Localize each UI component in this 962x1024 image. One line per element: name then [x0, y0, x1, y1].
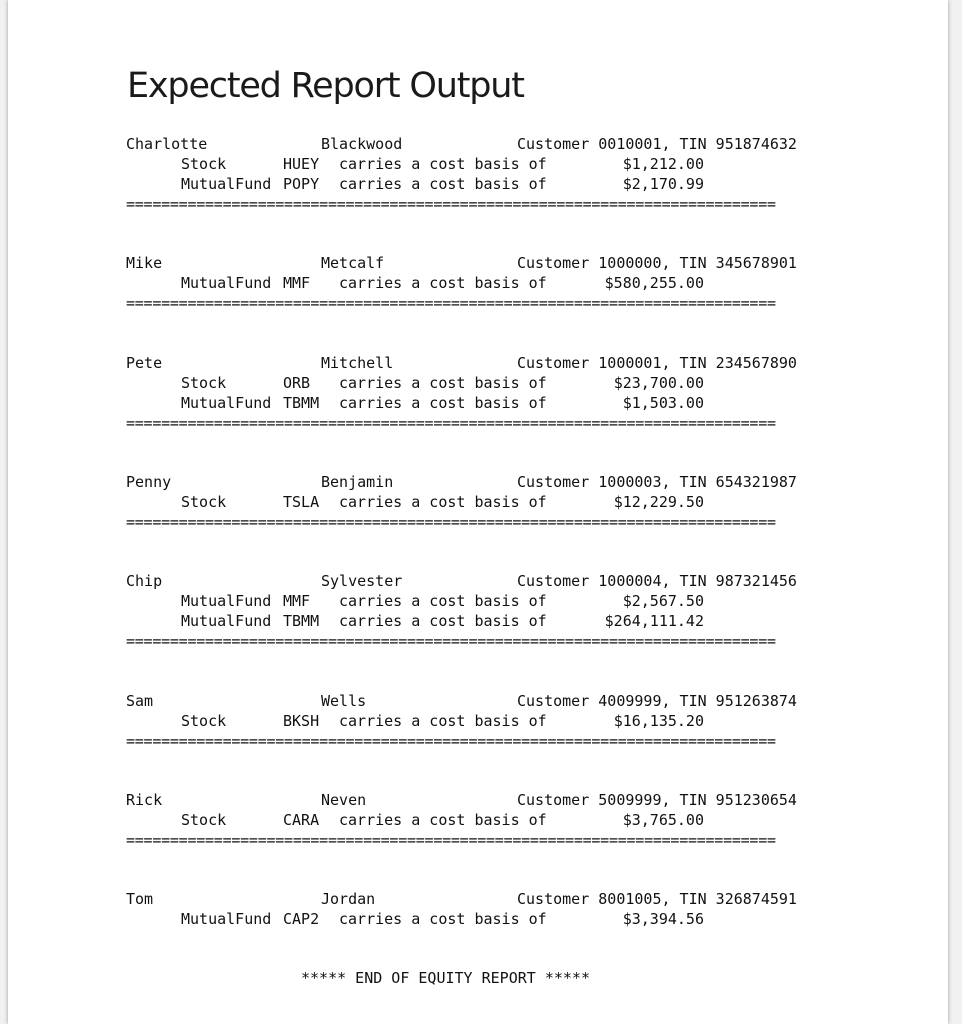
customer-id-tin: Customer 1000000, TIN 345678901 — [517, 254, 797, 272]
customer-last-name: Neven — [321, 791, 367, 809]
report-page — [8, 0, 948, 1024]
customer-last-name: Blackwood — [321, 135, 403, 153]
cost-basis-amount: $1,503.00 — [622, 394, 704, 412]
customer-first-name: Tom — [126, 890, 154, 908]
customer-header — [126, 790, 826, 810]
customer-id-tin: Customer 1000001, TIN 234567890 — [517, 354, 797, 372]
customer-first-name: Sam — [126, 692, 154, 710]
cost-basis-amount: $2,170.99 — [622, 175, 704, 193]
separator-line: ========================================================================== — [126, 834, 776, 846]
customer-header — [126, 889, 826, 909]
holding-type: MutualFund — [181, 175, 272, 193]
customer-first-name: Penny — [126, 473, 172, 491]
holding-row — [126, 591, 826, 611]
customer-id-tin: Customer 8001005, TIN 326874591 — [517, 890, 797, 908]
separator-line: ========================================================================== — [126, 635, 776, 647]
holding-type: Stock — [181, 493, 227, 511]
holding-row — [126, 909, 826, 929]
cost-basis-amount: $12,229.50 — [613, 493, 704, 511]
cost-basis-phrase: carries a cost basis of — [339, 612, 547, 630]
cost-basis-amount: $3,765.00 — [622, 811, 704, 829]
customer-header — [126, 571, 826, 591]
customer-first-name: Mike — [126, 254, 163, 272]
cost-basis-amount: $23,700.00 — [613, 374, 704, 392]
customer-header — [126, 134, 826, 154]
holding-symbol: CAP2 — [283, 910, 320, 928]
customer-header — [126, 353, 826, 373]
cost-basis-phrase: carries a cost basis of — [339, 712, 547, 730]
cost-basis-phrase: carries a cost basis of — [339, 374, 547, 392]
customer-header — [126, 691, 826, 711]
holding-row — [126, 174, 826, 194]
holding-row — [126, 393, 826, 413]
customer-header — [126, 253, 826, 273]
cost-basis-phrase: carries a cost basis of — [339, 811, 547, 829]
holding-type: MutualFund — [181, 274, 272, 292]
holding-row — [126, 611, 826, 631]
separator-line: ========================================================================== — [126, 198, 776, 210]
holding-type: Stock — [181, 811, 227, 829]
customer-id-tin: Customer 5009999, TIN 951230654 — [517, 791, 797, 809]
cost-basis-phrase: carries a cost basis of — [339, 175, 547, 193]
customer-last-name: Benjamin — [321, 473, 394, 491]
report-title: Expected Report Output — [127, 66, 524, 106]
cost-basis-amount: $3,394.56 — [622, 910, 704, 928]
holding-row — [126, 154, 826, 174]
holding-row — [126, 810, 826, 830]
customer-id-tin: Customer 1000004, TIN 987321456 — [517, 572, 797, 590]
holding-type: MutualFund — [181, 394, 272, 412]
customer-last-name: Wells — [321, 692, 367, 710]
holding-symbol: ORB — [283, 374, 311, 392]
holding-symbol: MMF — [283, 592, 311, 610]
customer-last-name: Jordan — [321, 890, 376, 908]
customer-last-name: Metcalf — [321, 254, 385, 272]
customer-id-tin: Customer 1000003, TIN 654321987 — [517, 473, 797, 491]
holding-type: MutualFund — [181, 910, 272, 928]
customer-first-name: Pete — [126, 354, 163, 372]
holding-symbol: TBMM — [283, 394, 320, 412]
holding-symbol: POPY — [283, 175, 320, 193]
cost-basis-amount: $580,255.00 — [604, 274, 704, 292]
holding-type: Stock — [181, 155, 227, 173]
cost-basis-amount: $1,212.00 — [622, 155, 704, 173]
report-footer: ***** END OF EQUITY REPORT ***** — [301, 969, 590, 987]
cost-basis-phrase: carries a cost basis of — [339, 493, 547, 511]
holding-symbol: BKSH — [283, 712, 320, 730]
holding-row — [126, 711, 826, 731]
cost-basis-phrase: carries a cost basis of — [339, 910, 547, 928]
customer-header — [126, 472, 826, 492]
holding-row — [126, 373, 826, 393]
holding-row — [126, 492, 826, 512]
holding-symbol: TBMM — [283, 612, 320, 630]
separator-line: ========================================================================== — [126, 297, 776, 309]
customer-id-tin: Customer 4009999, TIN 951263874 — [517, 692, 797, 710]
customer-last-name: Mitchell — [321, 354, 394, 372]
holding-type: MutualFund — [181, 612, 272, 630]
cost-basis-amount: $2,567.50 — [622, 592, 704, 610]
cost-basis-phrase: carries a cost basis of — [339, 592, 547, 610]
separator-line: ========================================================================== — [126, 735, 776, 747]
holding-symbol: TSLA — [283, 493, 320, 511]
customer-first-name: Chip — [126, 572, 163, 590]
holding-type: Stock — [181, 712, 227, 730]
holding-symbol: MMF — [283, 274, 311, 292]
customer-first-name: Charlotte — [126, 135, 208, 153]
separator-line: ========================================================================== — [126, 516, 776, 528]
holding-row — [126, 273, 826, 293]
customer-last-name: Sylvester — [321, 572, 403, 590]
holding-type: Stock — [181, 374, 227, 392]
cost-basis-phrase: carries a cost basis of — [339, 394, 547, 412]
cost-basis-phrase: carries a cost basis of — [339, 274, 547, 292]
cost-basis-amount: $16,135.20 — [613, 712, 704, 730]
holding-type: MutualFund — [181, 592, 272, 610]
customer-id-tin: Customer 0010001, TIN 951874632 — [517, 135, 797, 153]
customer-first-name: Rick — [126, 791, 163, 809]
cost-basis-phrase: carries a cost basis of — [339, 155, 547, 173]
holding-symbol: HUEY — [283, 155, 320, 173]
separator-line: ========================================================================== — [126, 417, 776, 429]
cost-basis-amount: $264,111.42 — [604, 612, 704, 630]
holding-symbol: CARA — [283, 811, 320, 829]
